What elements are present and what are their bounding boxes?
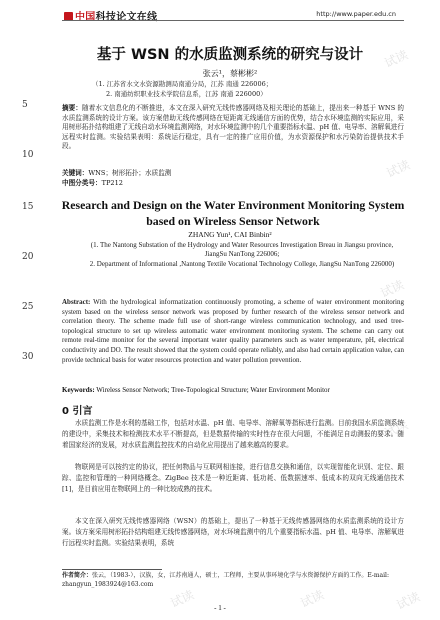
line-number: 20	[22, 252, 34, 262]
logo-text-dark: 科技论文在线	[95, 12, 158, 23]
keywords-chinese	[62, 167, 171, 177]
keywords-english	[62, 386, 330, 394]
watermark: 试读	[378, 277, 407, 301]
watermark: 试读	[382, 47, 411, 71]
title-english: Research and Design on the Water Environment Monitoring System based on Wireless Sensor Network	[61, 198, 405, 228]
footnote-label: 作者简介：	[62, 572, 93, 579]
header	[10, 4, 430, 26]
classification-text: TP212	[101, 179, 123, 187]
site-url[interactable]: http://www.paper.edu.cn	[316, 10, 396, 18]
body-paragraph: 水质监测工作是水利的基础工作，包括对水温、pH 值、电导率、溶解氧等指标进行监测。目前我国水质监测系统的建设中，采集技术和检测技术水平不断提高，但是数据传输的实时性存在很大问题，不能满足自动测报的要求。随着国家经济的发展，对水质监测监控技术的自动化应用提出了越来越高的要求。	[62, 419, 404, 449]
title-chinese: 基于 WSN 的水质监测系统的研究与设计	[96, 47, 364, 63]
watermark: 试读	[382, 417, 411, 441]
abstract-chinese	[62, 104, 404, 152]
watermark: 试读	[394, 589, 423, 613]
affiliations-chinese	[92, 80, 412, 99]
keywords-label: Keywords:	[62, 386, 95, 394]
footnote-rule	[62, 569, 162, 570]
keywords-text: Wireless Sensor Network; Tree-Topological Structure; Water Environment Monitor	[96, 386, 330, 394]
abstract-label: Abstract:	[62, 298, 91, 306]
body-paragraph: 本文在深入研究无线传感器网络（WSN）的基础上，提出了一种基于无线传感器网络的水质监测系统的设计方案。该方案采用树形拓扑结构组建无线传感器网络，对水环境监测中的几个重要指标水温、pH 值、电导率、溶解氧进行远程实时监测。实验结果表明，系统	[62, 517, 404, 547]
classification-label: 中图分类号：	[62, 179, 102, 187]
watermark: 试读	[384, 157, 413, 181]
authors-english: ZHANG Yun¹, CAI Binbin²	[188, 230, 272, 239]
keywords-label: 关键词：	[62, 169, 89, 177]
watermark: 试读	[168, 587, 197, 611]
line-number: 5	[22, 100, 28, 110]
header-rule	[62, 20, 404, 21]
abstract-english	[62, 298, 404, 365]
abstract-text: 随着水文信息化的不断推进，本文在深入研究无线传感器网络及相关理论的基础上，提出来一种基于 WNS 的水质监测系统的设计方案。该方案借助无线传感网络在短距离无线通信方面的优势，结合水环境监测的实际应用，采用树形拓扑结构组建了无线自动水环境监测网络，对水环境监测中的几个重要指标水温、pH 值、电导率、溶解氧进行远程实时监测。实验结果表明：系统运行稳定，具有一定的推广应用价值，为水资源保护和水污染防治提供技术手段。	[62, 104, 404, 151]
affiliations-english	[82, 241, 402, 269]
abstract-label: 摘要：	[62, 104, 83, 112]
footnote-text: 张云，（1983-），汉族，女，江苏南通人，硕士，工程师，主要从事环境化学与水资源保护方面的工作。E-mail: zhangyun_1983924@163.com	[62, 572, 389, 588]
affiliation-line: 2. Department of Informational ,Nantong Textile Vocational Technology College, JiangSu NanTong 226000)	[89, 259, 395, 268]
line-number: 25	[22, 302, 34, 312]
keywords-text: WNS；树形拓扑；水质监测	[88, 169, 172, 177]
affiliation-line: 2. 南通纺织职业技术学院信息系，江苏 南通 226000）	[106, 89, 267, 98]
footnote	[62, 572, 404, 589]
classification-chinese	[62, 177, 123, 187]
line-number: 10	[22, 150, 34, 160]
authors-chinese: 张云¹，蔡彬彬²	[202, 69, 258, 78]
affiliation-line: (1. The Nantong Substation of the Hydrology and Water Resources Investigation Breau in Jiangsu province, JiangSu NanTong 226006;	[90, 241, 394, 259]
section-heading: 0 引言	[62, 406, 93, 417]
abstract-text: With the hydrological informatization continuously promoting, a scheme of water environment monitoring system based on the wireless sensor network was proposed by further research of the wireless sensor network and correlation theory. The scheme made full use of short-range wireless communication technology, and used tree-topological structure to set up wireless automatic water environment monitoring system. The scheme can carry out remote real-time monitor for the several important water quality parameters such as water temperature, pH, electrical conductivity and DO. The result showed that the system could operate reliably, and also had certain application value, can provide technical basis for water resources protection and water pollution prevention.	[62, 298, 405, 364]
watermark: 试读	[298, 587, 327, 611]
line-number: 15	[22, 202, 34, 212]
page-number: - 1 -	[214, 604, 226, 612]
body-paragraph: 物联网是可以按约定的协议，把任何物品与互联网相连接，进行信息交换和通信，以实现智能化识别、定位、跟踪、监控和管理的一种网络概念。ZigBee 技术是一种近距离、低功耗、低数据速率、低成本的双向无线通信技术[1]，是目前应用在物联网上的一种比较成熟的技术。	[62, 463, 404, 493]
affiliation-line: （1. 江苏省水文水资源勘测局南通分局，江苏 南通 226006；	[92, 80, 273, 88]
line-number: 30	[22, 352, 34, 362]
logo-text-red: 中国	[75, 12, 96, 23]
